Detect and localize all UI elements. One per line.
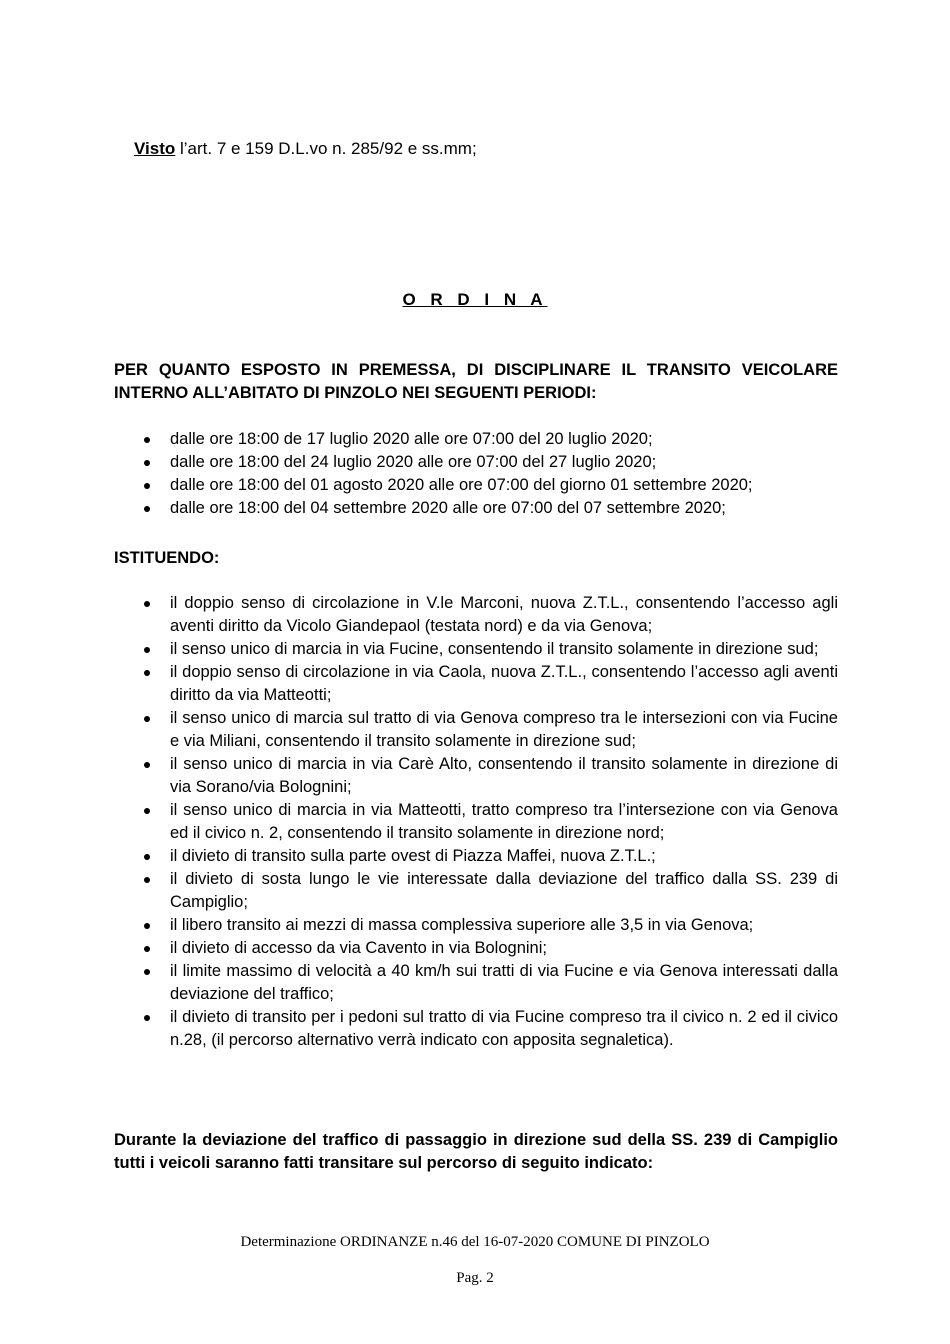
list-item-text: dalle ore 18:00 del 04 settembre 2020 alle ore 07:00 del 07 settembre 2020; <box>170 499 726 517</box>
list-item <box>114 638 838 661</box>
bullet-icon <box>144 854 150 860</box>
list-item <box>114 707 838 753</box>
durante-paragraph: Durante la deviazione del traffico di passaggio in direzione sud della SS. 239 di Campiglio tutti i veicoli saranno fatti transitare sul percorso di seguito indicato: <box>114 1131 838 1172</box>
list-item-text: il doppio senso di circolazione in via Caola, nuova Z.T.L., consentendo l’accesso agli aventi diritto da via Matteotti; <box>170 663 838 704</box>
list-item <box>114 845 838 868</box>
intro-paragraph: PER QUANTO ESPOSTO IN PREMESSA, DI DISCIPLINARE IL TRANSITO VEICOLARE INTERNO ALL’ABITATO DI PINZOLO NEI SEGUENTI PERIODI: <box>114 361 838 402</box>
periodi-list <box>114 428 838 520</box>
list-item <box>114 960 838 1006</box>
list-item-text: dalle ore 18:00 de 17 luglio 2020 alle ore 07:00 del 20 luglio 2020; <box>170 430 653 448</box>
list-item-text: il senso unico di marcia sul tratto di via Genova compreso tra le intersezioni con via Fucine e via Miliani, consentendo il transito solamente in direzione sud; <box>170 709 838 750</box>
list-item-text: il divieto di sosta lungo le vie interessate dalla deviazione del traffico dalla SS. 239 di Campiglio; <box>170 870 838 911</box>
list-item <box>114 592 838 638</box>
bullet-icon <box>144 946 150 952</box>
bullet-icon <box>144 506 150 512</box>
bullet-icon <box>144 460 150 466</box>
list-item-text: il divieto di transito per i pedoni sul tratto di via Fucine compreso tra il civico n. 2 ed il civico n.28, (il percorso alternativo verrà indicato con apposita segnaletica). <box>170 1008 838 1049</box>
visto-paragraph <box>134 138 477 160</box>
bullet-icon <box>144 647 150 653</box>
istituendo-heading: ISTITUENDO: <box>114 549 220 567</box>
bullet-icon <box>144 670 150 676</box>
bullet-icon <box>144 808 150 814</box>
bullet-icon <box>144 483 150 489</box>
istituendo-list <box>114 592 838 1052</box>
list-item <box>114 428 838 451</box>
list-item <box>114 497 838 520</box>
list-item <box>114 661 838 707</box>
list-item-text: il divieto di accesso da via Cavento in via Bolognini; <box>170 939 547 957</box>
list-item-text: dalle ore 18:00 del 24 luglio 2020 alle ore 07:00 del 27 luglio 2020; <box>170 453 657 471</box>
list-item <box>114 937 838 960</box>
bullet-icon <box>144 762 150 768</box>
list-item <box>114 451 838 474</box>
list-item <box>114 474 838 497</box>
bullet-icon <box>144 601 150 607</box>
bullet-icon <box>144 923 150 929</box>
list-item-text: il senso unico di marcia in via Carè Alto, consentendo il transito solamente in direzione di via Sorano/via Bolognini; <box>170 755 838 796</box>
list-item-text: il libero transito ai mezzi di massa complessiva superiore alle 3,5 in via Genova; <box>170 916 754 934</box>
bullet-icon <box>144 1015 150 1021</box>
bullet-icon <box>144 877 150 883</box>
list-item <box>114 914 838 937</box>
bullet-icon <box>144 969 150 975</box>
ordina-title: O R D I N A <box>402 290 548 309</box>
list-item <box>114 868 838 914</box>
list-item-text: il divieto di transito sulla parte ovest di Piazza Maffei, nuova Z.T.L.; <box>170 847 656 865</box>
list-item-text: il senso unico di marcia in via Matteotti, tratto compreso tra l’intersezione con via Genova ed il civico n. 2, consentendo il transito solamente in direzione nord; <box>170 801 838 842</box>
visto-keyword: Visto <box>134 139 176 158</box>
list-item-text: dalle ore 18:00 del 01 agosto 2020 alle ore 07:00 del giorno 01 settembre 2020; <box>170 476 753 494</box>
bullet-icon <box>144 716 150 722</box>
visto-text: l’art. 7 e 159 D.L.vo n. 285/92 e ss.mm; <box>175 139 477 158</box>
bullet-icon <box>144 437 150 443</box>
list-item <box>114 753 838 799</box>
list-item-text: il doppio senso di circolazione in V.le Marconi, nuova Z.T.L., consentendo l’accesso agli aventi diritto da Vicolo Giandepaol (testata nord) e da via Genova; <box>170 594 838 635</box>
list-item-text: il limite massimo di velocità a 40 km/h sui tratti di via Fucine e via Genova interessati dalla deviazione del traffico; <box>170 962 838 1003</box>
page-number: Pag. 2 <box>456 1270 494 1286</box>
footer-determinazione: Determinazione ORDINANZE n.46 del 16-07-2020 COMUNE DI PINZOLO <box>240 1234 710 1250</box>
list-item <box>114 1006 838 1052</box>
list-item <box>114 799 838 845</box>
list-item-text: il senso unico di marcia in via Fucine, consentendo il transito solamente in direzione sud; <box>170 640 819 658</box>
